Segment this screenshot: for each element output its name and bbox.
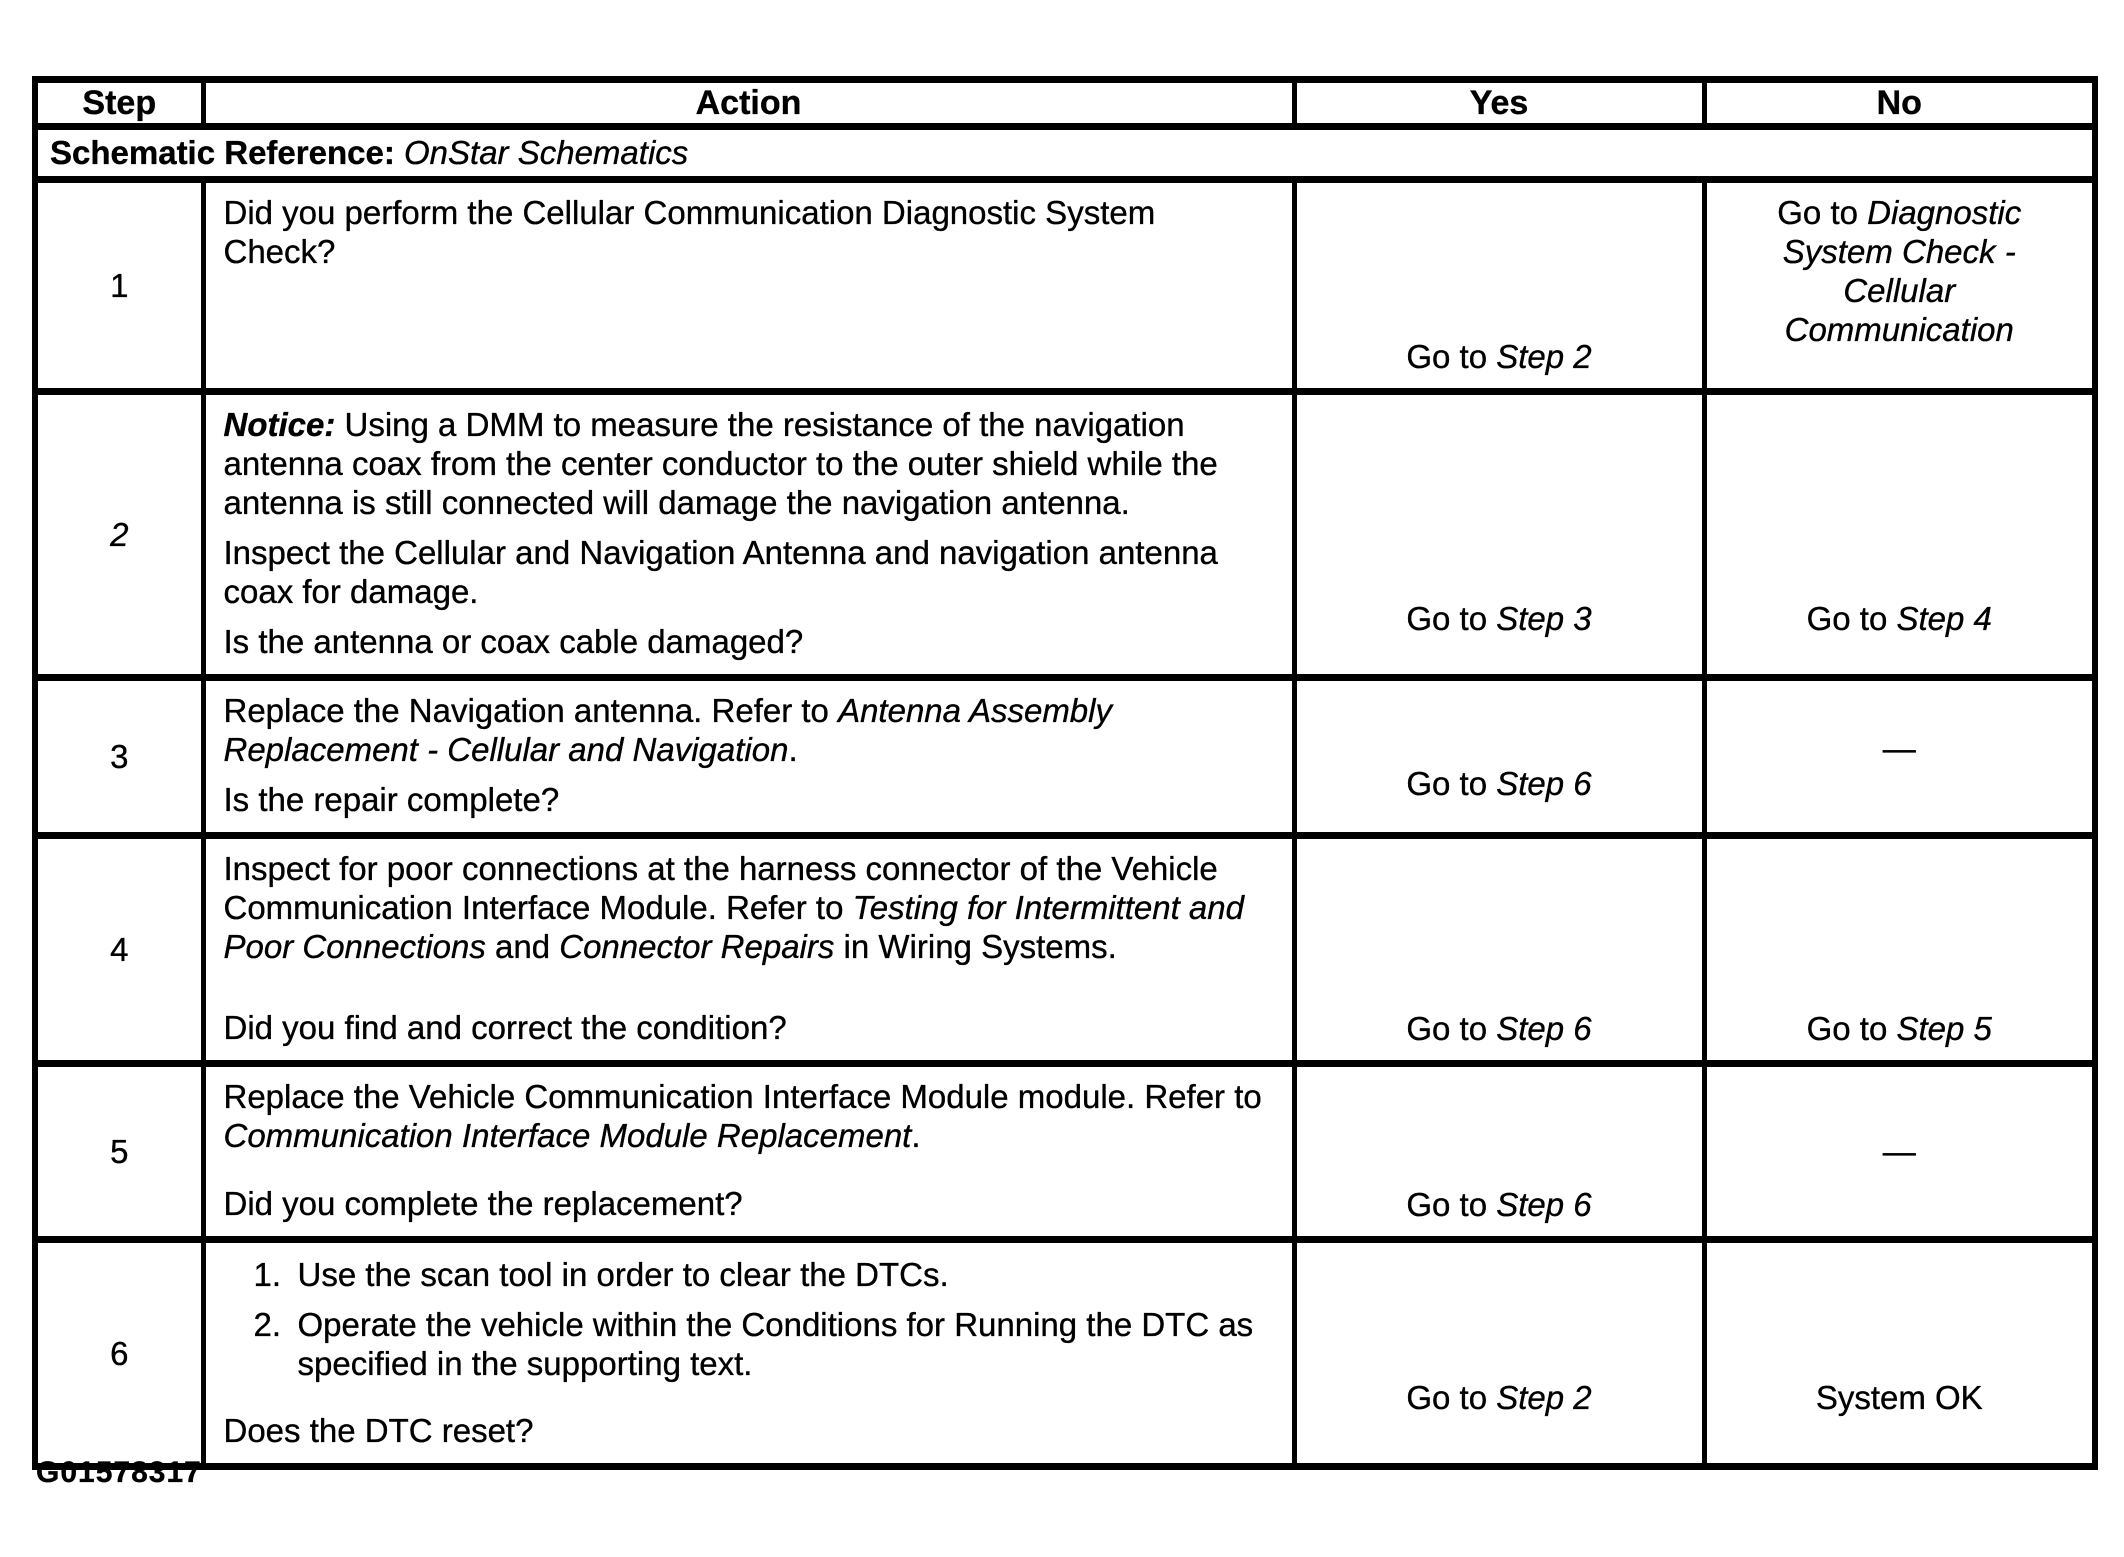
- not-applicable-dash: —: [1882, 729, 1916, 767]
- list-item-number: 1.: [253, 1256, 282, 1293]
- text-segment: Did you perform the Cellular Communication Diagnostic System Check?: [223, 194, 1156, 270]
- goto-text: [1725, 193, 2075, 349]
- action-content: [206, 839, 1292, 1060]
- goto-text: [1406, 1185, 1591, 1224]
- yes-cell: [1294, 180, 1704, 392]
- action-list: [224, 1255, 1276, 1383]
- cell-content: [1297, 1243, 1702, 1463]
- step-number: 2: [110, 516, 129, 553]
- diagnostic-table: [32, 76, 2098, 1470]
- text-segment: .: [788, 731, 798, 768]
- goto-target: Step 2: [1496, 338, 1592, 375]
- step-number: 3: [110, 738, 129, 775]
- yes-cell: [1294, 678, 1704, 836]
- table-row: [35, 1064, 2095, 1240]
- text-segment: Using a DMM to measure the resistance of the navigation antenna coax from the center conductor to the outer shield while the antenna is still connected will damage the navigation antenna.: [223, 406, 1218, 521]
- action-paragraph: [224, 405, 1276, 522]
- list-item-text: Use the scan tool in order to clear the DTCs.: [297, 1256, 949, 1293]
- no-cell: [1704, 678, 2095, 836]
- action-cell: [203, 180, 1294, 392]
- schematic-reference-cell: [35, 127, 2095, 180]
- goto-text: [1406, 599, 1591, 638]
- table-row: [35, 180, 2095, 392]
- step-number: 6: [110, 1334, 129, 1372]
- schematic-reference-row: [35, 127, 2095, 180]
- no-cell: [1704, 392, 2095, 678]
- text-segment: Notice:: [223, 406, 336, 443]
- goto-prefix: Go to: [1806, 1010, 1897, 1047]
- yes-cell: [1294, 836, 1704, 1064]
- schematic-reference-value: OnStar Schematics: [404, 134, 689, 171]
- cell-content: [1297, 183, 1702, 388]
- table-row: [35, 678, 2095, 836]
- table-row: [35, 836, 2095, 1064]
- yes-cell: [1294, 392, 1704, 678]
- text-segment: and: [485, 928, 560, 965]
- action-cell: [203, 678, 1294, 836]
- column-header-no: No: [1704, 80, 2095, 127]
- action-cell: [203, 392, 1294, 678]
- action-cell: [203, 836, 1294, 1064]
- action-cell: [203, 1064, 1294, 1240]
- step-number: 5: [110, 1133, 129, 1170]
- cell-content: [1297, 839, 1702, 1060]
- action-question: [224, 997, 1276, 1047]
- action-cell: [203, 1240, 1294, 1467]
- action-question: [224, 1173, 1276, 1223]
- cell-content: [1707, 1243, 2093, 1463]
- goto-prefix: Go to: [1406, 765, 1497, 802]
- text-segment: Antenna Assembly Replacement - Cellular and Navigation: [223, 692, 1112, 768]
- schematic-reference-label: Schematic Reference:: [50, 134, 395, 171]
- goto-target: Step 6: [1496, 1010, 1592, 1047]
- cell-content: [1707, 1067, 2093, 1236]
- yes-cell: [1294, 1240, 1704, 1467]
- action-question: [224, 769, 1276, 819]
- step-number: 4: [110, 931, 129, 968]
- text-segment: Inspect for poor connections at the harness connector of the Vehicle Communication Interface Module. Refer to: [223, 850, 1218, 926]
- column-header-action: Action: [203, 80, 1294, 127]
- cell-content: [1707, 395, 2093, 650]
- action-paragraph: [224, 691, 1276, 769]
- header-row: [35, 80, 2095, 127]
- list-item-number: 2.: [253, 1306, 282, 1343]
- action-content: [206, 395, 1292, 674]
- text-segment: .: [911, 1117, 921, 1154]
- action-content: [206, 1067, 1292, 1236]
- no-cell: [1704, 836, 2095, 1064]
- action-list-item: [254, 1305, 1276, 1383]
- step-cell: [35, 180, 203, 392]
- cell-content: [1707, 183, 2093, 388]
- goto-target: Step 6: [1496, 1186, 1592, 1223]
- text-segment: Is the repair complete?: [223, 781, 560, 818]
- action-paragraph: [224, 849, 1276, 966]
- action-question: [224, 1400, 1276, 1450]
- list-item-text: Operate the vehicle within the Conditions for Running the DTC as specified in the supporting text.: [297, 1306, 1254, 1382]
- action-content: [206, 681, 1292, 832]
- text-segment: Did you complete the replacement?: [223, 1185, 743, 1222]
- text-segment: Is the antenna or coax cable damaged?: [223, 623, 804, 660]
- no-cell: [1704, 1064, 2095, 1240]
- figure-id-label: G01578317: [36, 1456, 202, 1489]
- goto-prefix: Go to: [1406, 338, 1497, 375]
- goto-target: Diagnostic System Check - Cellular Communication: [1782, 194, 2022, 348]
- goto-target: Step 6: [1496, 765, 1592, 802]
- text-segment: Does the DTC reset?: [223, 1412, 534, 1449]
- cell-content: [1707, 839, 2093, 1060]
- result-text: System OK: [1815, 1379, 1983, 1416]
- text-segment: Testing for Intermittent and Poor Connections: [223, 889, 1244, 965]
- column-header-yes: Yes: [1294, 80, 1704, 127]
- text-segment: Replace the Navigation antenna. Refer to: [223, 692, 839, 729]
- step-cell: [35, 678, 203, 836]
- step-cell: [35, 392, 203, 678]
- action-paragraph: [224, 193, 1276, 271]
- text-segment: Communication Interface Module Replacement: [223, 1117, 912, 1154]
- goto-text: [1406, 764, 1591, 803]
- text-segment: Did you find and correct the condition?: [223, 1009, 787, 1046]
- cell-content: [1297, 1067, 1702, 1236]
- text-segment: Inspect the Cellular and Navigation Antenna and navigation antenna coax for damage.: [223, 534, 1218, 610]
- goto-text: [1807, 599, 1992, 638]
- action-paragraph: [224, 1077, 1276, 1155]
- goto-prefix: Go to: [1406, 1010, 1497, 1047]
- step-cell: [35, 1064, 203, 1240]
- cell-content: [1297, 395, 1702, 650]
- goto-prefix: Go to: [1806, 600, 1897, 637]
- goto-target: Step 4: [1896, 600, 1992, 637]
- action-content: [206, 183, 1292, 388]
- text-segment: in Wiring Systems.: [834, 928, 1117, 965]
- no-cell: [1704, 180, 2095, 392]
- action-content: [206, 1243, 1292, 1463]
- step-cell: [35, 836, 203, 1064]
- goto-target: Step 3: [1496, 600, 1592, 637]
- cell-content: [1707, 681, 2093, 815]
- goto-target: Step 5: [1896, 1010, 1992, 1047]
- no-cell: [1704, 1240, 2095, 1467]
- text-segment: Replace the Vehicle Communication Interface Module module. Refer to: [223, 1078, 1262, 1115]
- goto-prefix: Go to: [1777, 194, 1868, 231]
- goto-prefix: Go to: [1406, 600, 1497, 637]
- yes-cell: [1294, 1064, 1704, 1240]
- action-list-item: [254, 1255, 1276, 1294]
- action-paragraph: [224, 533, 1276, 611]
- column-header-step: Step: [35, 80, 203, 127]
- text-segment: Connector Repairs: [559, 928, 835, 965]
- table-row: [35, 1240, 2095, 1467]
- goto-prefix: Go to: [1406, 1186, 1497, 1223]
- step-cell: [35, 1240, 203, 1467]
- goto-prefix: Go to: [1406, 1379, 1497, 1416]
- table-row: [35, 392, 2095, 678]
- step-number: 1: [110, 267, 129, 304]
- goto-text: [1406, 337, 1591, 376]
- goto-text: [1406, 1009, 1591, 1048]
- goto-text: [1406, 1378, 1591, 1417]
- cell-content: [1297, 681, 1702, 815]
- goto-target: Step 2: [1496, 1379, 1592, 1416]
- goto-text: [1807, 1009, 1992, 1048]
- action-question: [224, 611, 1276, 661]
- not-applicable-dash: —: [1882, 1133, 1916, 1170]
